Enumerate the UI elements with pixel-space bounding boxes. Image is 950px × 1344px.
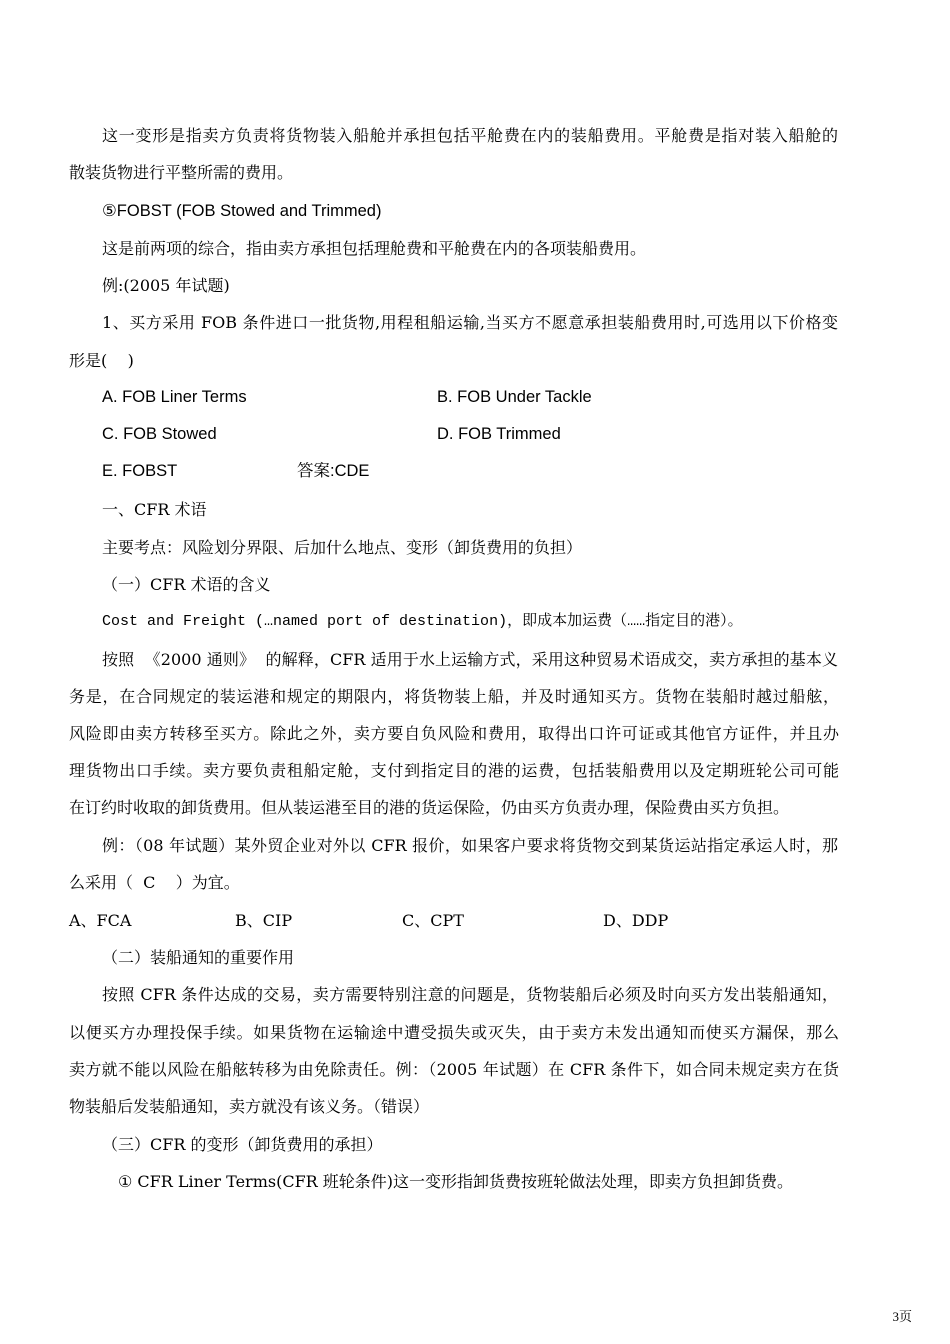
answer-text: 答案:CDE <box>297 462 370 480</box>
option-b: B. FOB Under Tackle <box>437 388 592 406</box>
option-d: D. FOB Trimmed <box>437 425 561 443</box>
option-a: A. FOB Liner Terms <box>102 388 247 406</box>
paragraph-line: 风险即由卖方转移至买方。除此之外，卖方要自负风险和费用，取得出口许可证或其他官方证件，并且办 <box>69 724 839 743</box>
section-heading-cfr: 一、CFR 术语 <box>102 500 207 519</box>
page-number: 3页 <box>892 1309 912 1324</box>
subheading-variants: （三）CFR 的变形（卸货费用的承担） <box>102 1135 383 1154</box>
example-question: 么采用（ C ）为宜。 <box>69 873 240 892</box>
paragraph-line: 卖方就不能以风险在船舷转移为由免除责任。例：（2005 年试题）在 CFR 条件下，如合同未规定卖方在货 <box>69 1060 839 1079</box>
choice-b: B、CIP <box>235 911 293 930</box>
option-e: E. FOBST <box>102 462 178 480</box>
section-heading-fobst: ⑤FOBST (FOB Stowed and Trimmed) <box>102 202 382 220</box>
example-label: 例:(2005 年试题) <box>102 276 230 295</box>
paragraph-line: 务是，在合同规定的装运港和规定的期限内，将货物装上船，并及时通知买方。货物在装船时越过船舷， <box>69 687 839 706</box>
paragraph-line: 以便买方办理投保手续。如果货物在运输途中遭受损失或灭失，由于卖方未发出通知而使买方漏保，那么 <box>69 1023 839 1042</box>
choice-a: A、FCA <box>69 911 132 930</box>
question-text: 形是( ) <box>69 351 134 370</box>
choice-c: C、CPT <box>402 911 464 930</box>
paragraph-line: 按照 《2000 通则》 的解释，CFR 适用于水上运输方式，采用这种贸易术语成交，卖方承担的基本义 <box>102 650 838 669</box>
example-question: 例：（08 年试题）某外贸企业对外以 CFR 报价，如果客户要求将货物交到某货运站指定承运人时，那 <box>102 836 838 855</box>
paragraph-line: 理货物出口手续。卖方要负责租船定舱，支付到指定目的港的运费，包括装船费用以及定期班轮公司可能 <box>69 761 839 780</box>
paragraph-line: 这是前两项的综合，指由卖方承担包括理舱费和平舱费在内的各项装船费用。 <box>102 239 647 258</box>
option-c: C. FOB Stowed <box>102 425 217 443</box>
paragraph-line: 在订约时收取的卸货费用。但从装运港至目的港的货运保险，仍由买方负责办理，保险费由买方负担。 <box>69 798 790 817</box>
question-text: 1、买方采用 FOB 条件进口一批货物,用程租船运输,当买方不愿意承担装船费用时,可选用以下价格变 <box>102 313 838 332</box>
paragraph-line: ① CFR Liner Terms(CFR 班轮条件)这一变形指卸货费按班轮做法处理，即卖方负担卸货费。 <box>118 1172 794 1191</box>
choice-d: D、DDP <box>603 911 669 930</box>
key-points: 主要考点：风险划分界限、后加什么地点、变形（卸货费用的负担） <box>102 538 583 557</box>
subheading-meaning: （一）CFR 术语的含义 <box>102 575 271 594</box>
paragraph-line: Cost and Freight (…named port of destination)，即成本加运费（……指定目的港）。 <box>102 613 743 630</box>
subheading-notice: （二）装船通知的重要作用 <box>102 948 295 967</box>
paragraph-line: 散装货物进行平整所需的费用。 <box>69 163 294 182</box>
paragraph-line: 这一变形是指卖方负责将货物装入船舱并承担包括平舱费在内的装船费用。平舱费是指对装入船舱的 <box>102 126 838 145</box>
paragraph-line: 物装船后发装船通知，卖方就没有该义务。（错误） <box>69 1097 430 1116</box>
paragraph-line: 按照 CFR 条件达成的交易，卖方需要特别注意的问题是，货物装船后必须及时向买方发出装船通知， <box>102 985 838 1004</box>
